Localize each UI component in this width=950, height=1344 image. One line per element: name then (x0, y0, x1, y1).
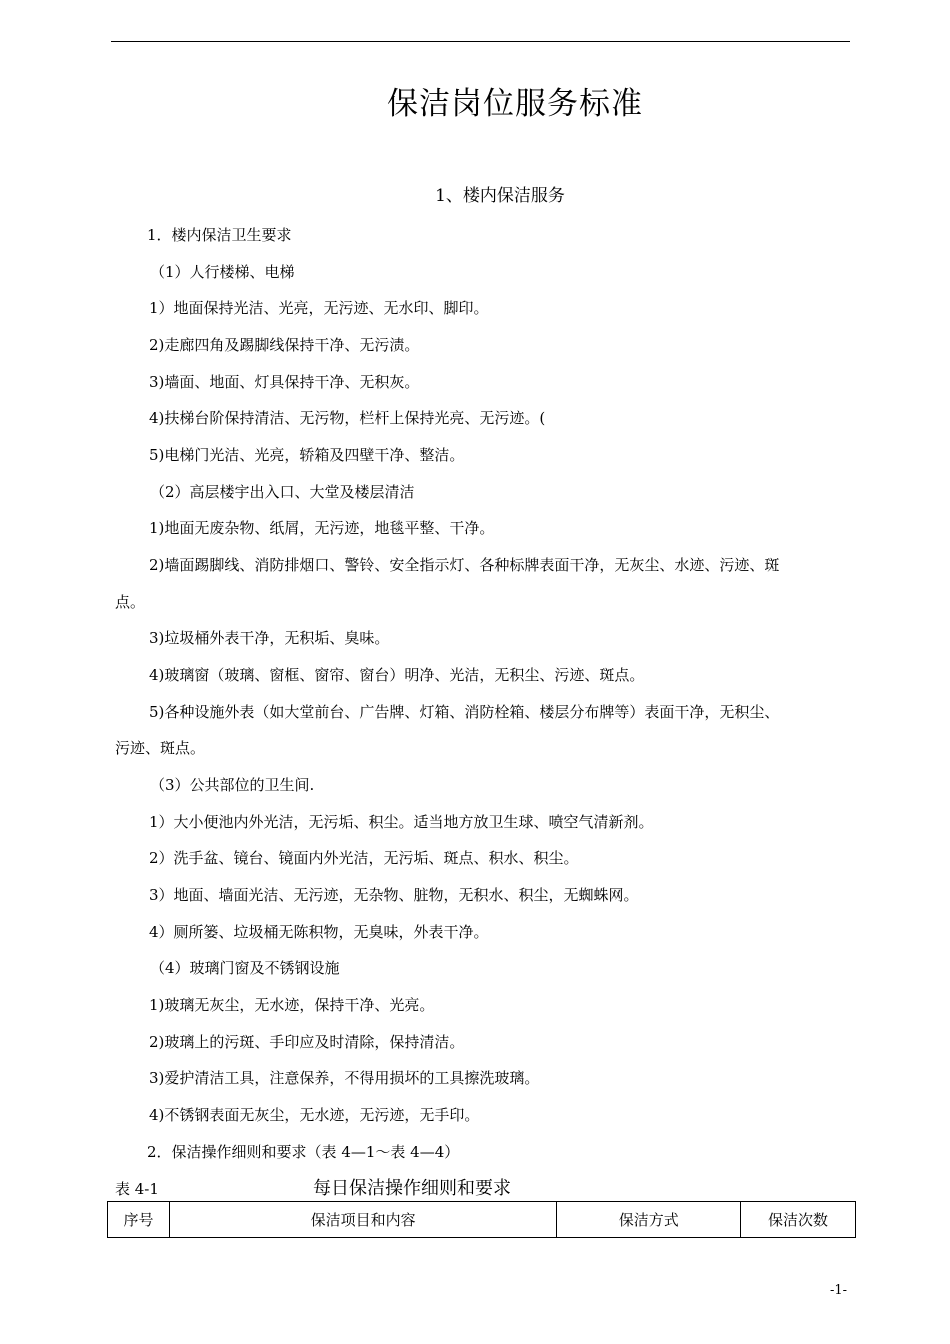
paragraph: 5)电梯门光洁、光亮，轿箱及四壁干净、整洁。 (149, 446, 465, 464)
paragraph-heading: 2．保洁操作细则和要求（表 4—1～表 4—4） (147, 1143, 460, 1161)
paragraph: 2)玻璃上的污斑、手印应及时清除，保持清洁。 (149, 1033, 465, 1051)
paragraph: 4）厕所篓、垃圾桶无陈积物，无臭味，外表干净。 (149, 923, 489, 941)
paragraph: 4)不锈钢表面无灰尘，无水迹，无污迹，无手印。 (149, 1106, 480, 1124)
paragraph: 4)玻璃窗（玻璃、窗框、窗帘、窗台）明净、光洁，无积尘、污迹、斑点。 (149, 666, 645, 684)
table-header-cell: 保洁方式 (557, 1202, 741, 1238)
table-label: 表 4-1 (115, 1180, 159, 1198)
table-header-cell: 保洁项目和内容 (169, 1202, 556, 1238)
paragraph: 1）地面保持光洁、光亮，无污迹、无水印、脚印。 (149, 299, 489, 317)
paragraph: 2）洗手盆、镜台、镜面内外光洁，无污垢、斑点、积水、积尘。 (149, 849, 579, 867)
paragraph: 3)墙面、地面、灯具保持干净、无积灰。 (149, 373, 420, 391)
subsection-heading: （2）高层楼宇出入口、大堂及楼层清洁 (150, 483, 415, 501)
paragraph: 3）地面、墙面光洁、无污迹，无杂物、脏物，无积水、积尘，无蜘蛛网。 (149, 886, 639, 904)
document-title: 保洁岗位服务标准 (387, 86, 643, 122)
page-number: -1- (829, 1283, 847, 1298)
paragraph: 2)墙面踢脚线、消防排烟口、警铃、安全指示灯、各种标牌表面干净，无灰尘、水迹、污迹、斑 (149, 556, 780, 574)
paragraph-continuation: 点。 (115, 593, 146, 611)
paragraph-heading: 1．楼内保洁卫生要求 (147, 226, 292, 244)
table-title: 每日保洁操作细则和要求 (313, 1178, 511, 1199)
paragraph: 4)扶梯台阶保持清洁、无污物，栏杆上保持光亮、无污迹。( (149, 409, 546, 427)
paragraph: 2)走廊四角及踢脚线保持干净、无污渍。 (149, 336, 420, 354)
paragraph: 1)地面无废杂物、纸屑，无污迹，地毯平整、干净。 (149, 519, 495, 537)
paragraph: 1）大小便池内外光洁，无污垢、积尘。适当地方放卫生球、喷空气清新剂。 (149, 813, 654, 831)
table-header-cell: 序号 (108, 1202, 170, 1238)
section-heading: 1、楼内保洁服务 (435, 186, 565, 206)
table-header-row (108, 1202, 856, 1238)
subsection-heading: （3）公共部位的卫生间. (150, 776, 315, 794)
paragraph: 5)各种设施外表（如大堂前台、广告牌、灯箱、消防栓箱、楼层分布牌等）表面干净，无积尘、 (149, 703, 780, 721)
header-rule (111, 41, 850, 42)
subsection-heading: （1）人行楼梯、电梯 (150, 263, 295, 281)
paragraph: 1)玻璃无灰尘，无水迹，保持干净、光亮。 (149, 996, 435, 1014)
subsection-heading: （4）玻璃门窗及不锈钢设施 (150, 959, 340, 977)
operations-table (107, 1201, 856, 1238)
paragraph-continuation: 污迹、斑点。 (115, 739, 206, 757)
paragraph: 3)垃圾桶外表干净，无积垢、臭味。 (149, 629, 390, 647)
table-header-cell: 保洁次数 (741, 1202, 856, 1238)
paragraph: 3)爱护清洁工具，注意保养，不得用损坏的工具擦洗玻璃。 (149, 1069, 540, 1087)
